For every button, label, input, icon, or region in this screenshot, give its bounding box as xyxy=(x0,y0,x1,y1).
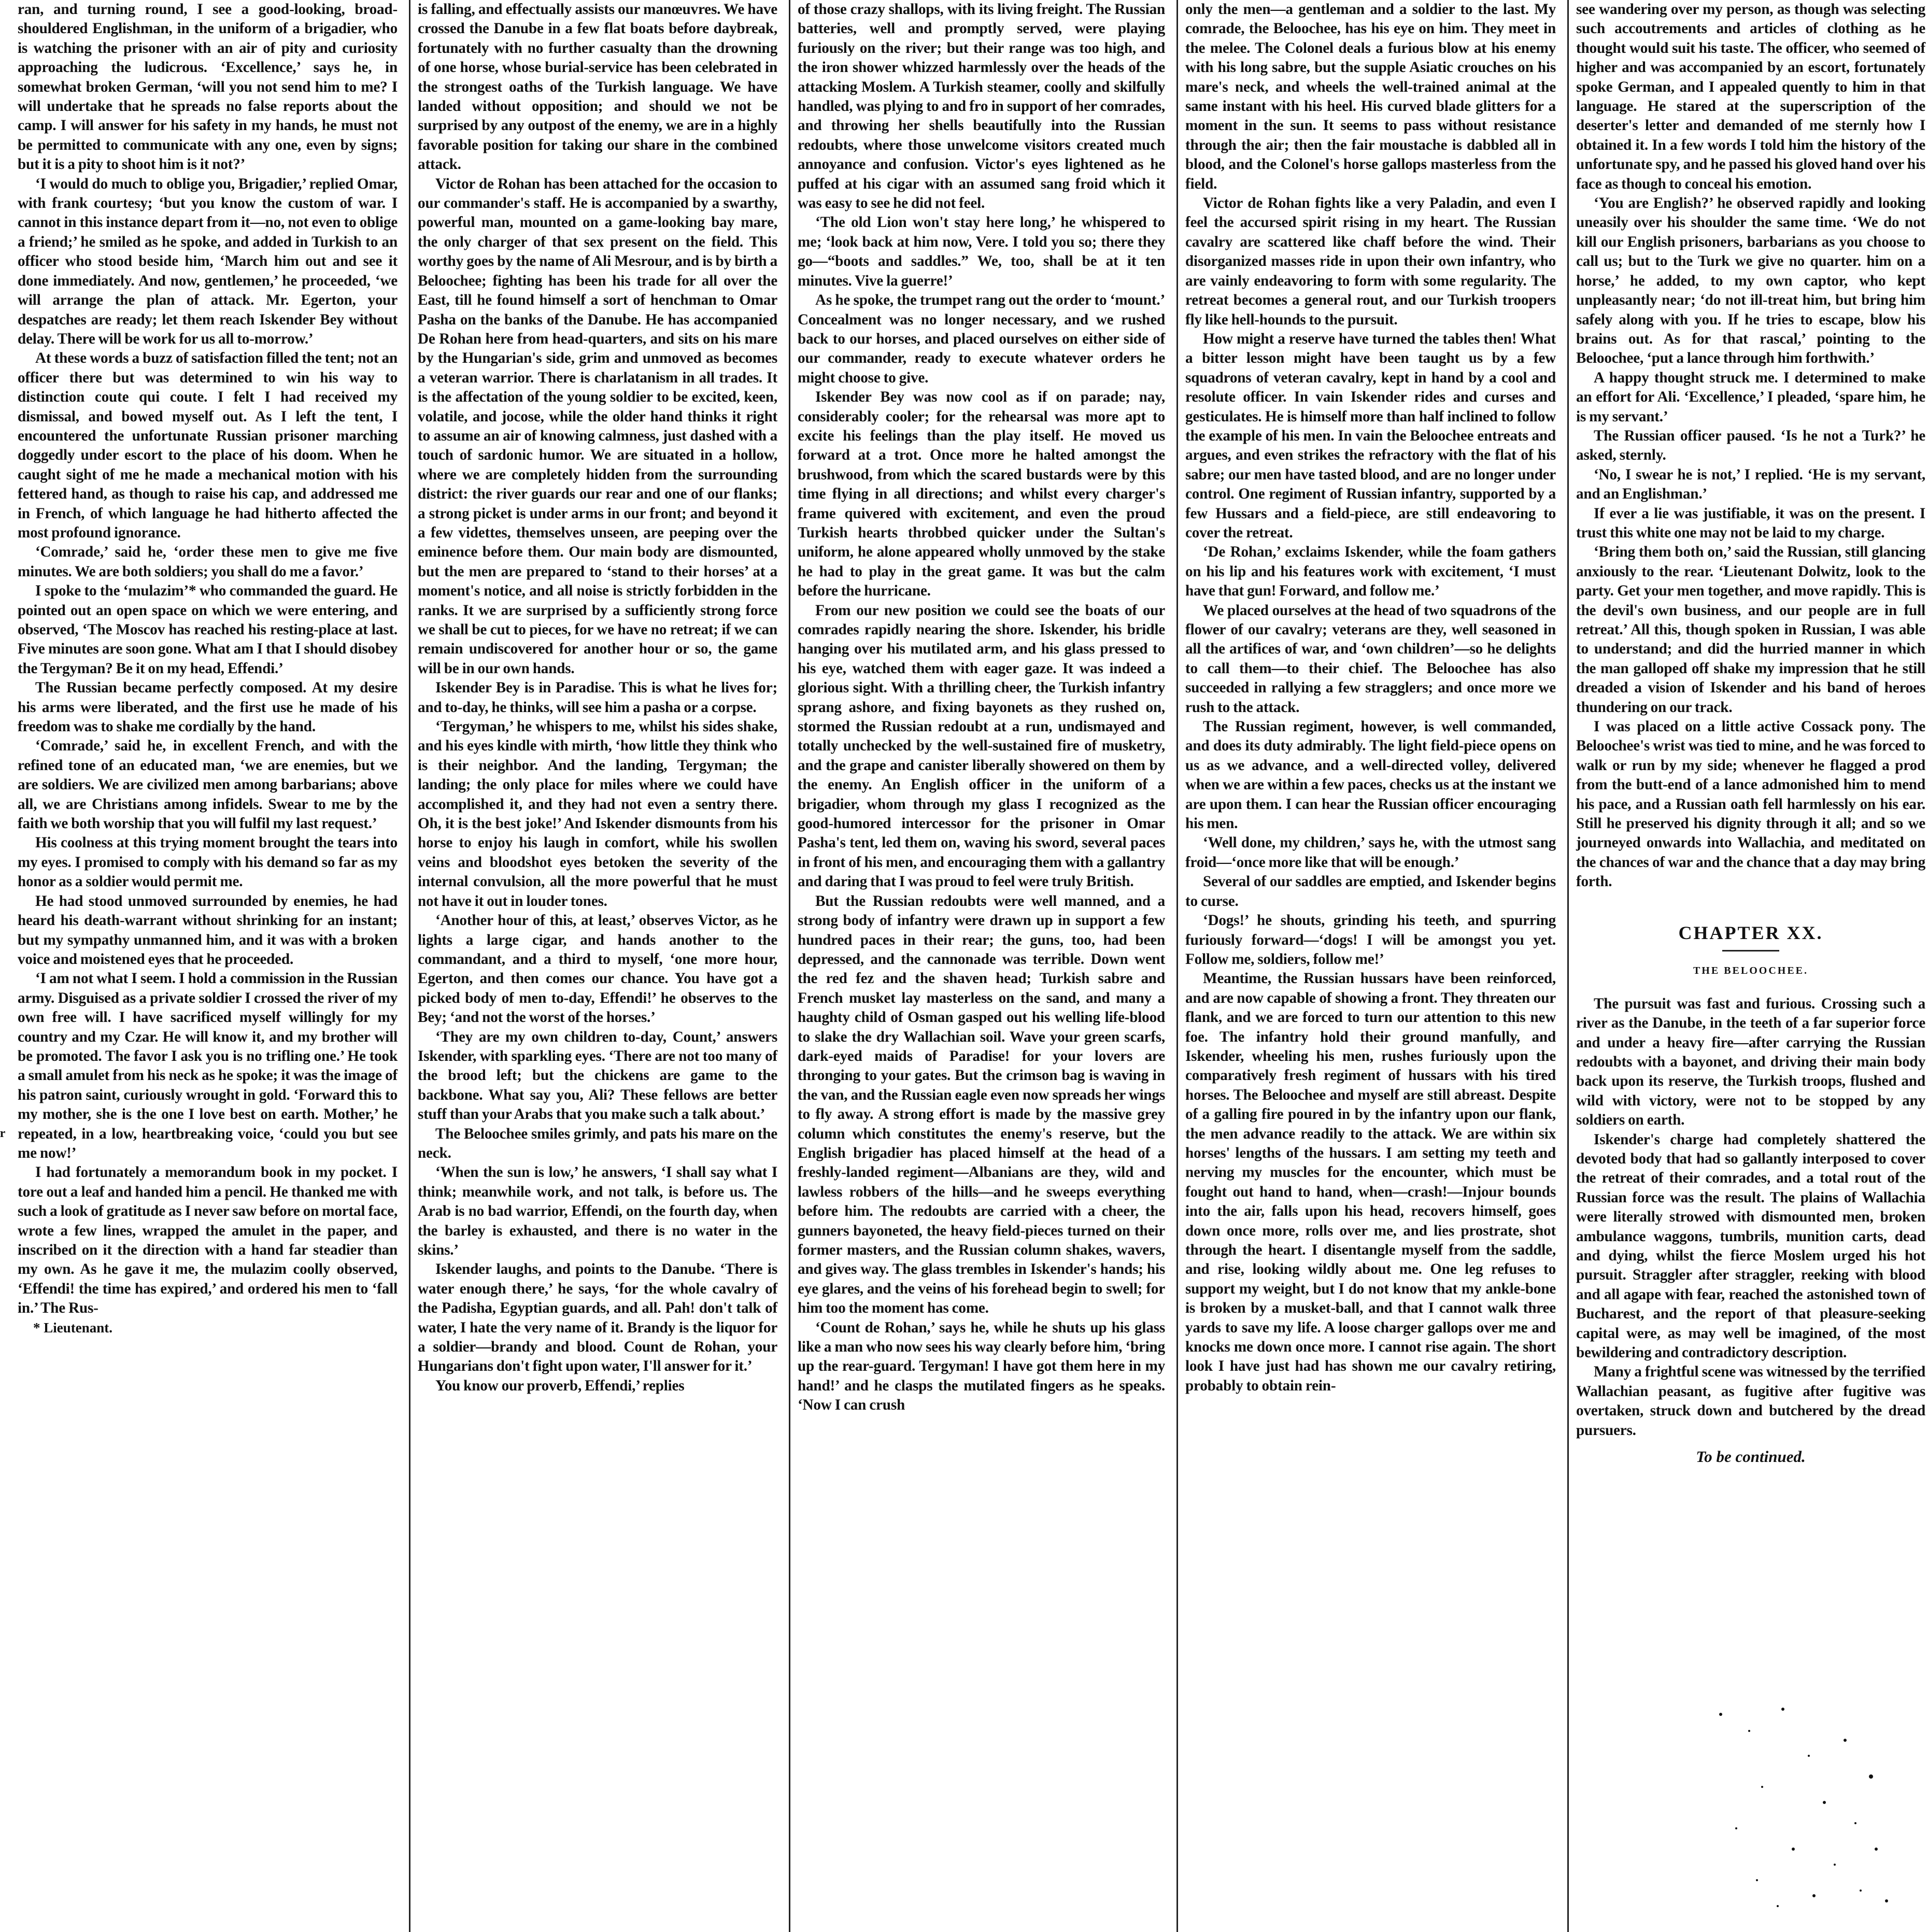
paragraph: The Russian regiment, however, is well commanded, and does its duty admirably. The light field-piece opens on us as we advance, and a well-directed volley, delivered when we are within a few paces, checks us at the instant we are upon them. I can hear the Russian officer encouraging his men. xyxy=(1185,718,1556,832)
paragraph: How might a reserve have turned the tables then! What a bitter lesson might have been taught us by a few squadrons of veteran cavalry, kept in hand by a cool and resolute officer. In vain Iskender rides and curses and gesticulates. He is himself more than half inclined to follow the example of his men. In vain the Beloochee entreats and argues, and even strikes the refractory with the flat of his sabre; our men have tasted blood, and are no longer under control. One regiment of Russian infantry, supported by a few Hussars and a field-piece, are still endeavoring to cover the retreat. xyxy=(1185,330,1556,541)
paragraph: Victor de Rohan has been attached for the occasion to our commander's staff. He is accompanied by a swarthy, powerful man, mounted on a game-looking bay mare, the only charger of that sex present on the field. This worthy goes by the name of Ali Mesrour, and is by birth a Beloochee; fighting has been his trade for all over the East, till he found himself a sort of henchman to Omar Pasha on the banks of the Danube. He has accompanied De Rohan here from head-quarters, and sits on his mare by the Hungarian's side, grim and unmoved as becomes a veteran warrior. There is charlatanism in all trades. It is the affectation of the young soldier to be excited, keen, volatile, and jocose, while the older hand thinks it right to assume an air of knowing calmness, just dashed with a touch of sardonic humor. We are situated in a hollow, where we are completely hidden from the surrounding district: the river guards our rear and one of our flanks; a strong picket is under arms in our front; and beyond it a few videttes, themselves unseen, are peeping over the eminence before them. Our main body are dismounted, but the men are prepared to ‘stand to their horses’ at a moment's notice, and all noise is strictly forbidden in the ranks. It we are surprised by a sufficiently strong force we shall be cut to pieces, for we have no retreat; if we can remain undiscovered for another hour or so, the game will be in our own hands. xyxy=(418,175,777,677)
paragraph: I had fortunately a memorandum book in my pocket. I tore out a leaf and handed him a pencil. He thanked me with such a look of gratitude as I never saw before on mortal face, wrote a few lines, wrapped the amulet in the paper, and inscribed on it the direction with a hand far steadier than my own. As he gave it me, the mulazim coolly observed, ‘Effendi! the time has expired,’ and ordered his men to ‘fall in.’ The Rus- xyxy=(18,1164,398,1317)
paragraph: The Beloochee smiles grimly, and pats his mare on the neck. xyxy=(418,1125,777,1161)
paragraph: As he spoke, the trumpet rang out the order to ‘mount.’ Concealment was no longer necessary, and we rushed back to our horses, and placed ourselves on either side of our commander, ready to execute whatever orders he might choose to give. xyxy=(798,292,1165,386)
paragraph: Iskender Bey is in Paradise. This is what he lives for; and to-day, he thinks, will see him a pasha or a corpse. xyxy=(418,679,777,716)
paragraph: He had stood unmoved surrounded by enemies, he had heard his death-warrant without shrinking for an instant; but my sympathy unmanned him, and it was with a broken voice and moistened eyes that he proceeded. xyxy=(18,892,398,968)
paragraph: The Russian became perfectly composed. At my desire his arms were liberated, and the first use he made of his freedom was to shake me cordially by the hand. xyxy=(18,679,398,735)
column-5-after-chapter xyxy=(1576,995,1925,1440)
column-2-body xyxy=(418,0,777,1396)
paragraph: ‘Dogs!’ he shouts, grinding his teeth, and spurring furiously forward—‘dogs! I will be amongst you yet. Follow me, soldiers, follow me!’ xyxy=(1185,912,1556,968)
column-1-body xyxy=(18,0,398,1318)
paragraph: ‘Count de Rohan,’ says he, while he shuts up his glass like a man who now sees his way clearly before him, ‘bring up the rear-guard. Tergyman! I have got them here in my hand!’ and he clasps the mutilated fingers as he speaks. ‘Now I can crush xyxy=(798,1319,1165,1414)
column-4-body xyxy=(1185,0,1556,1396)
print-specks xyxy=(1700,1694,1897,1911)
paragraph: From our new position we could see the boats of our comrades rapidly nearing the shore. Iskender, his bridle hanging over his mutilated arm, and his glass pressed to his eye, watched them with eager gaze. It was indeed a glorious sight. With a thrilling cheer, the Turkish infantry sprang ashore, and fixing bayonets as they rushed on, stormed the Russian redoubt at a run, undismayed and totally unchecked by the well-sustained fire of musketry, and the grape and canister liberally showered on them by the enemy. An English officer in the uniform of a brigadier, whom through my glass I recognized as the good-humored intercessor for the prisoner in Omar Pasha's tent, led them on, waving his sword, several paces in front of his men, and encouraging them with a gallantry and daring that I was proud to feel were truly British. xyxy=(798,602,1165,890)
paragraph: The pursuit was fast and furious. Crossing such a river as the Danube, in the teeth of a far superior force and under a heavy fire—after carrying the Russian redoubts with a bayonet, and driving their main body back upon its reserve, the Turkish troops, flushed and wild with victory, were not to be stopped by any soldiers on earth. xyxy=(1576,995,1925,1129)
margin-mark: ʳ xyxy=(0,1124,6,1147)
paragraph: ‘When the sun is low,’ he answers, ‘I shall say what I think; meanwhile work, and not talk, is before us. The Arab is no bad warrior, Effendi, on the fourth day, when the barley is exhausted, and there is no water in the skins.’ xyxy=(418,1164,777,1258)
paragraph: A happy thought struck me. I determined to make an effort for Ali. ‘Excellence,’ I pleaded, ‘spare him, he is my servant.’ xyxy=(1576,369,1925,425)
paragraph: ‘Tergyman,’ he whispers to me, whilst his sides shake, and his eyes kindle with mirth, ‘how little they think who is their neighbor. And the landing, Tergyman; the landing; the only place for miles where we could have accomplished it, and they had not even a sentry there. Oh, it is the best joke!’ And Iskender dismounts from his horse to enjoy his laugh in comfort, while his swollen veins and bloodshot eyes betoken the severity of the internal convulsion, all the more powerful that he must not have it out in louder tones. xyxy=(418,718,777,910)
paragraph: is falling, and effectually assists our manœuvres. We have crossed the Danube in a few flat boats before daybreak, fortunately with no further casualty than the drowning of one horse, whose burial-service has been celebrated in the strongest oaths of the Turkish language. We have landed without opposition; and should we not be surprised by any outpost of the enemy, we are in a highly favorable position for taking our share in the combined attack. xyxy=(418,1,777,173)
paragraph: ‘I am not what I seem. I hold a commission in the Russian army. Disguised as a private soldier I crossed the river of my own free will. I have sacrificed myself willingly for my country and my Czar. He will know it, and my brother will be promoted. The favor I ask you is no trifling one.’ He took a small amulet from his neck as he spoke; it was the image of his patron saint, curiously wrought in gold. ‘Forward this to my mother, she is the one I love best on earth. Mother,’ he repeated, in a low, heartbreaking voice, ‘could you but see me now!’ xyxy=(18,970,398,1161)
chapter-heading: CHAPTER XX. xyxy=(1678,922,1823,943)
paragraph: ‘No, I swear he is not,’ I replied. ‘He is my servant, and an Englishman.’ xyxy=(1576,466,1925,503)
paragraph: ‘Well done, my children,’ says he, with the utmost sang froid—‘once more like that will be enough.’ xyxy=(1185,834,1556,871)
paragraph: ‘Comrade,’ said he, in excellent French, and with the refined tone of an educated man, ‘we are enemies, but we are soldiers. We are civilized men among barbarians; above all, we are Christians among infidels. Swear to me by the faith we both worship that you will fulfil my last request.’ xyxy=(18,737,398,832)
paragraph: His coolness at this trying moment brought the tears into my eyes. I promised to comply with his demand so far as my honor as a soldier would permit me. xyxy=(18,834,398,890)
paragraph: At these words a buzz of satisfaction filled the tent; not an officer there but was determined to win his way to distinction coute qui coute. I felt I had received my dismissal, and bowed myself out. As I left the tent, I encountered the unfortunate Russian prisoner marching doggedly under escort to the place of his doom. When he caught sight of me he made a mechanical motion with his fettered hand, as though to raise his cap, and addressed me in French, of which language he had hitherto affected the most profound ignorance. xyxy=(18,350,398,541)
chapter-rule xyxy=(1722,950,1779,951)
paragraph: ‘They are my own children to-day, Count,’ answers Iskender, with sparkling eyes. ‘There are not too many of the brood left; but the chickens are game to the backbone. What say you, Ali? These fellows are better stuff than your Arabs that you make such a talk about.’ xyxy=(418,1028,777,1123)
paragraph: only the men—a gentleman and a soldier to the last. My comrade, the Beloochee, has his eye on him. They meet in the melee. The Colonel deals a furious blow at his enemy with his long sabre, but the supple Asiatic crouches on his mare's neck, and wheels the well-trained animal at the same instant with his heel. His curved blade glitters for a moment in the sun. It seems to pass without resistance through the air; then the fair moustache is dabbled all in blood, and the Colonel's horse gallops masterless from the field. xyxy=(1185,1,1556,192)
paragraph: ‘Another hour of this, at least,’ observes Victor, as he lights a large cigar, and hands another to the commandant, and a third to myself, ‘one more hour, Egerton, and then comes our chance. You have got a picked body of men to-day, Effendi!’ he observes to the Bey; ‘and not the worst of the horses.’ xyxy=(418,912,777,1026)
footnote: * Lieutenant. xyxy=(33,1319,113,1336)
paragraph: Iskender Bey was now cool as if on parade; nay, considerably cooler; for the rehearsal was more apt to excite his feelings than the play itself. He moved us forward at a trot. Once more he halted amongst the brushwood, from which the scared bustards were by this time flying in all directions; and whilst every charger's frame quivered with excitement, and even the proud Turkish hearts throbbed quicker under the Sultan's uniform, he alone appeared wholly unmoved by the stake he had to play in the great game. It was but the calm before the hurricane. xyxy=(798,389,1165,600)
paragraph: see wandering over my person, as though was selecting such accoutrements and articles of clothing as he thought would suit his taste. The officer, who seemed of higher and was accompanied by an escort, fortunately spoke German, and I appealed quently to him in that language. He stared at the superscription of the deserter's letter and demanded of me sternly how I obtained it. In a few words I told him the history of the unfortunate spy, and he passed his gloved hand over his face as though to conceal his emotion. xyxy=(1576,1,1925,192)
paragraph: Many a frightful scene was witnessed by the terrified Wallachian peasant, as fugitive after fugitive was overtaken, struck down and butchered by the dread pursuers. xyxy=(1576,1363,1925,1439)
paragraph: Victor de Rohan fights like a very Paladin, and even I feel the accursed spirit rising in my heart. The Russian cavalry are scattered like chaff before the wind. Their disorganized masses ride in upon their own infantry, who are vainly endeavoring to form with some regularity. The retreat becomes a general rout, and our Turkish troopers fly like hell-hounds to the pursuit. xyxy=(1185,195,1556,328)
paragraph: Meantime, the Russian hussars have been reinforced, and are now capable of showing a front. They threaten our flank, and we are forced to turn our attention to this new foe. The infantry hold their ground manfully, and Iskender, wheeling his men, rushes furiously upon the comparatively fresh regiment of hussars with his tired horses. The Beloochee and myself are still abreast. Despite of a galling fire poured in by the infantry upon our flank, the men advance readily to the attack. We are within six horses' lengths of the hussars. I am setting my teeth and nerving my muscles for the encounter, which must be fought out hand to hand, when—crash!—Injour bounds into the air, falls upon his head, recovers himself, goes down once more, rolls over me, and lies prostrate, shot through the heart. I disentangle myself from the saddle, and rise, looking wildly about me. One leg refuses to support my weight, but I do not know that my ankle-bone is broken by a musket-ball, and that I cannot walk three yards to save my life. A loose charger gallops over me and knocks me down once more. I cannot rise again. The short look I have just had has shown me our cavalry retiring, probably to obtain rein- xyxy=(1185,970,1556,1394)
to-be-continued: To be continued. xyxy=(1696,1447,1806,1466)
paragraph: Several of our saddles are emptied, and Iskender begins to curse. xyxy=(1185,873,1556,910)
column-3 xyxy=(790,0,1178,1932)
paragraph: If ever a lie was justifiable, it was on the present. I trust this white one may not be laid to my charge. xyxy=(1576,505,1925,541)
paragraph: I was placed on a little active Cossack pony. The Beloochee's wrist was tied to mine, and he was forced to walk or run by my side; whenever he flagged a prod from the butt-end of a lance admonished him to mend his pace, and a Russian oath fell harmlessly on his ear. Still he preserved his dignity through it all; and so we journeyed onwards into Wallachia, and meditated on the chances of war and the chance that a day may bring forth. xyxy=(1576,718,1925,890)
paragraph: We placed ourselves at the head of two squadrons of the flower of our cavalry; veterans are they, well seasoned in all the artifices of war, and ‘own children’—so he delights to call them—to their chief. The Beloochee has also succeeded in rallying a few stragglers; and once more we rush to the attack. xyxy=(1185,602,1556,716)
paragraph: ‘The old Lion won't stay here long,’ he whispered to me; ‘look back at him now, Vere. I told you so; there they go—“boots and saddles.” We, too, shall be at it ten minutes. Vive la guerre!’ xyxy=(798,214,1165,289)
paragraph: You know our proverb, Effendi,’ replies xyxy=(435,1377,685,1394)
paragraph: Iskender's charge had completely shattered the devoted body that had so gallantly interposed to cover the retreat of their comrades, and a total rout of the Russian force was the result. The plains of Wallachia were literally strowed with dismounted men, broken ambulance waggons, tumbrils, munition carts, dead and dying, whilst the fierce Moslem urged his hot pursuit. Straggler after straggler, reeking with blood and all agape with fear, reached the astonished town of Bucharest, and the report of that pleasure-seeking capital were, as may well be imagined, of the most bewildering and contradictory description. xyxy=(1576,1131,1925,1361)
paragraph: ‘I would do much to oblige you, Brigadier,’ replied Omar, with frank courtesy; ‘but you know the custom of war. I cannot in this instance depart from it—no, not even to oblige a friend;’ he smiled as he spoke, and added in Turkish to an officer who stood beside him, ‘March him out and see it done immediately. And now, gentlemen,’ he proceeded, ‘we will arrange the plan of attack. Mr. Egerton, your despatches are ready; let them reach Iskender Bey without delay. There will be work for us all to-morrow.’ xyxy=(18,175,398,347)
paragraph: The Russian officer paused. ‘Is he not a Turk?’ he asked, sternly. xyxy=(1576,427,1925,464)
column-2 xyxy=(410,0,790,1932)
paragraph: Iskender laughs, and points to the Danube. ‘There is water enough there,’ he says, ‘for the whole cavalry of the Padisha, Egyptian guards, and all. Pah! don't talk of water, I hate the very name of it. Brandy is the liquor for a soldier—brandy and blood. Count de Rohan, your Hungarians don't fight upon water, I'll answer for it.’ xyxy=(418,1261,777,1375)
paragraph: ran, and turning round, I see a good-looking, broad-shouldered Englishman, in the uniform of a brigadier, who is watching the prisoner with an air of pity and curiosity approaching the ludicrous. ‘Excellence,’ says he, in somewhat broken German, ‘will you not send him to me? I will undertake that he spreads no false reports about the camp. I will answer for his safety in my hands, he must not be permitted to communicate with any one, even by signs; but it is a pity to shoot him is it not?’ xyxy=(18,1,398,173)
paragraph: ‘You are English?’ he observed rapidly and looking uneasily over his shoulder the same time. ‘We do not kill our English prisoners, barbarians as you choose to call us; but to the Turk we give no quarter. him on a horse,’ he added, to my own captor, who kept unpleasantly near; ‘do not ill-treat him, but bring him safely along with you. If he tries to escape, blow his brains out. As for that rascal,’ pointing to the Beloochee, ‘put a lance through him forthwith.’ xyxy=(1576,195,1925,367)
column-4 xyxy=(1178,0,1569,1932)
column-3-body xyxy=(798,0,1165,1415)
paragraph: ‘De Rohan,’ exclaims Iskender, while the foam gathers on his lip and his features work with excitement, ‘I must have that gun! Forward, and follow me.’ xyxy=(1185,544,1556,600)
paragraph: of those crazy shallops, with its living freight. The Russian batteries, well and promptly served, were playing furiously on the river; but their range was too high, and the iron shower whizzed harmlessly over the heads of the attacking Moslem. A Turkish steamer, coolly and skilfully handled, was plying to and fro in support of her comrades, and throwing her shells beautifully into the Russian redoubts, where those unwelcome visitors created much annoyance and confusion. Victor's eyes lightened as he puffed at his cigar with an assumed sang froid which it was easy to see he did not feel. xyxy=(798,1,1165,212)
paragraph: ‘Bring them both on,’ said the Russian, still glancing anxiously to the rear. ‘Lieutenant Dolwitz, look to the party. Get your men together, and move rapidly. This is the devil's own business, and our people are in full retreat.’ All this, though spoken in Russian, I was able to understand; and did the hurried manner in which the man galloped off shake my impression that he still dreaded a vision of Iskender and his band of heroes thundering on our track. xyxy=(1576,544,1925,716)
column-5 xyxy=(1569,0,1928,1932)
paragraph: I spoke to the ‘mulazim’* who commanded the guard. He pointed out an open space on which we were entering, and observed, ‘The Moscov has reached his resting-place at last. Five minutes are soon gone. What am I that I should disobey the Tergyman? Be it on my head, Effendi.’ xyxy=(18,583,398,677)
column-1 xyxy=(10,0,410,1932)
paragraph: ‘Comrade,’ said he, ‘order these men to give me five minutes. We are both soldiers; you shall do me a favor.’ xyxy=(18,544,398,580)
column-5-body xyxy=(1576,0,1925,892)
chapter-subheading: THE BELOOCHEE. xyxy=(1693,964,1809,976)
paragraph: But the Russian redoubts were well manned, and a strong body of infantry were drawn up in support a few hundred paces in their rear; the guns, too, had been depressed, and the cannonade was terrible. Down went the red fez and the shaven head; Turkish sabre and French musket lay masterless on the sand, and many a haughty child of Osman gasped out his welling life-blood to slake the dry Wallachian soil. Wave your green scarfs, dark-eyed maids of Paradise! for your lovers are thronging to your gates. But the crimson bag is waving in the van, and the Russian eagle even now spreads her wings to fly away. A strong effort is made by the massive grey column which constitutes the enemy's reserve, but the English brigadier has placed himself at the head of a freshly-landed regiment—Albanians are they, wild and lawless robbers of the hills—and he sweeps everything before him. The redoubts are carried with a cheer, the gunners bayoneted, the heavy field-pieces turned on their former masters, and the Russian column shakes, wavers, and gives way. The glass trembles in Iskender's hands; his eye glares, and the veins of his forehead begin to swell; for him too the moment has come. xyxy=(798,892,1165,1317)
